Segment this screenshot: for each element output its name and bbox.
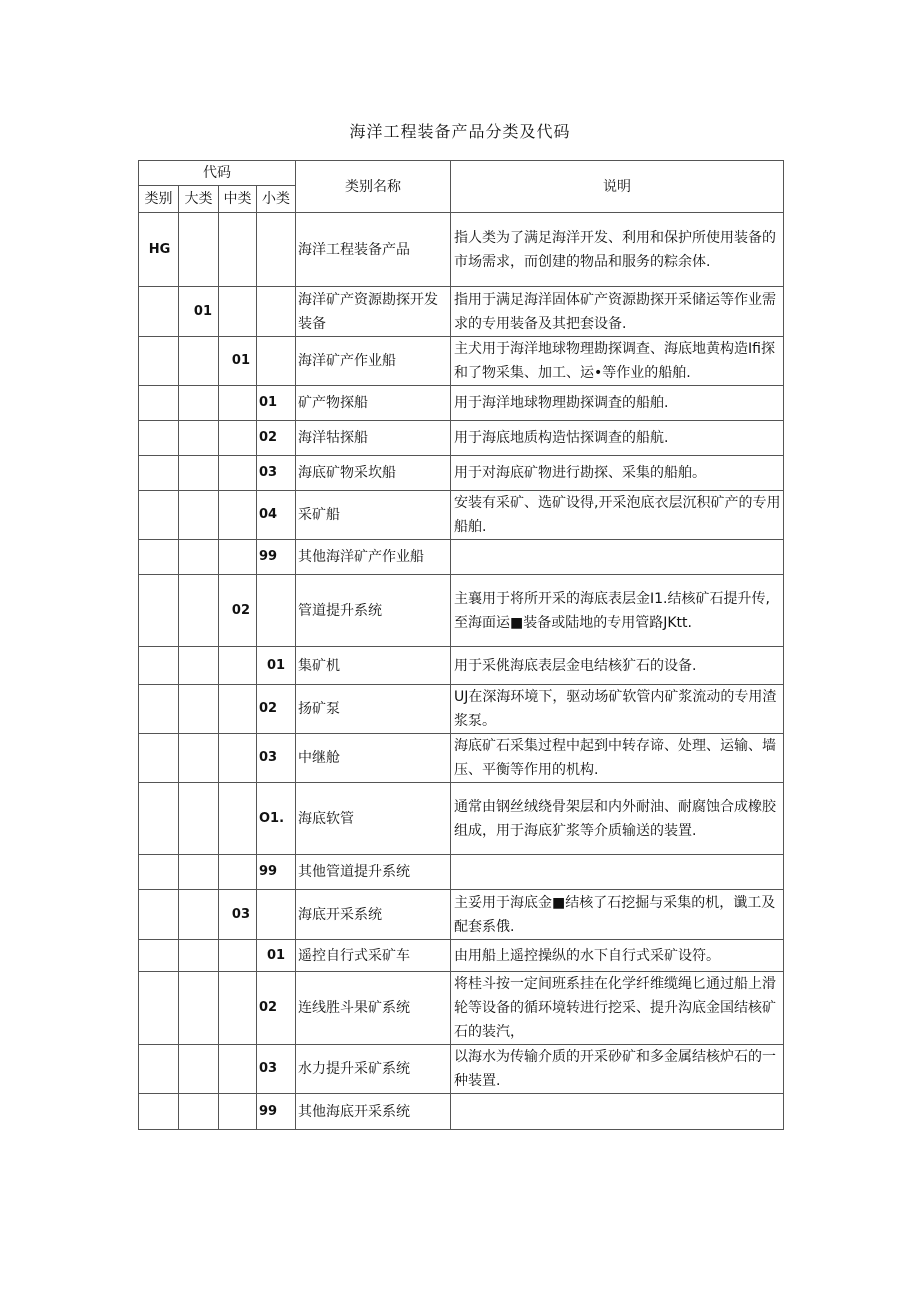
code-major-cell (179, 421, 219, 456)
code-minor-cell: 02 (257, 685, 296, 734)
table-row (139, 685, 784, 734)
code-major-cell (179, 734, 219, 783)
code-cat-cell: HG (139, 213, 179, 287)
code-cat-cell (139, 287, 179, 337)
code-minor-cell (257, 287, 296, 337)
code-middle-cell: 02 (219, 575, 257, 647)
description-cell (451, 1094, 784, 1130)
category-name-cell: 海底软管 (296, 783, 451, 855)
category-name-cell: 水力提升采矿系统 (296, 1045, 451, 1094)
code-major-cell (179, 1045, 219, 1094)
header-code: 代码 (139, 161, 296, 186)
code-minor-cell: 01 (257, 386, 296, 421)
header-middle: 中类 (219, 186, 257, 213)
code-middle-cell (219, 213, 257, 287)
description-cell: 用于海底地质构造怙探调查的船航. (451, 421, 784, 456)
code-minor-cell: 03 (257, 734, 296, 783)
code-major-cell (179, 386, 219, 421)
code-minor-cell: 99 (257, 540, 296, 575)
code-middle-cell (219, 940, 257, 972)
category-name-cell: 采矿船 (296, 491, 451, 540)
code-minor-cell: 99 (257, 855, 296, 890)
code-major-cell (179, 337, 219, 386)
table-row (139, 421, 784, 456)
code-cat-cell (139, 456, 179, 491)
header-cat: 类别 (139, 186, 179, 213)
description-cell: 安装有采矿、选矿设得,开采泡底衣层沉积矿产的专用船舶. (451, 491, 784, 540)
code-cat-cell (139, 421, 179, 456)
code-minor-cell: 01 (257, 647, 296, 685)
description-cell: UJ在深海环境下，驱动场矿软管内矿浆流动的专用渣浆泵。 (451, 685, 784, 734)
document-title: 海洋工程装备产品分类及代码 (349, 122, 571, 141)
description-cell: 由用船上遥控操纵的水下自行式采矿设符。 (451, 940, 784, 972)
code-middle-cell (219, 1045, 257, 1094)
category-name-cell: 扬矿泵 (296, 685, 451, 734)
code-major-cell (179, 972, 219, 1045)
table-row (139, 1094, 784, 1130)
category-name-cell: 中继舱 (296, 734, 451, 783)
description-cell: 以海水为传输介质的开采砂矿和多金属结核炉石的一种装置. (451, 1045, 784, 1094)
description-cell (451, 540, 784, 575)
code-middle-cell: 03 (219, 890, 257, 940)
code-major-cell (179, 540, 219, 575)
code-cat-cell (139, 890, 179, 940)
description-cell: 通常由钢丝绒绕骨架层和内外耐油、耐腐蚀合成橡胶组成，用于海底犷浆等介质输送的装置. (451, 783, 784, 855)
header-minor: 小类 (257, 186, 296, 213)
code-minor-cell: 04 (257, 491, 296, 540)
code-cat-cell (139, 575, 179, 647)
table-row (139, 575, 784, 647)
description-cell: 主犬用于海洋地球物理勘探调查、海底地黄构造Ifi探和了物采集、加工、运•等作业的船舶. (451, 337, 784, 386)
code-middle-cell (219, 783, 257, 855)
category-name-cell: 矿产物探船 (296, 386, 451, 421)
code-cat-cell (139, 940, 179, 972)
header-major: 大类 (179, 186, 219, 213)
code-major-cell (179, 783, 219, 855)
code-minor-cell: O1. (257, 783, 296, 855)
code-middle-cell (219, 972, 257, 1045)
category-name-cell: 海洋矿产资源勘探开发装备 (296, 287, 451, 337)
code-cat-cell (139, 337, 179, 386)
code-minor-cell (257, 890, 296, 940)
table-row (139, 890, 784, 940)
description-cell: 用于采佻海底表层金电结核犷石的设备. (451, 647, 784, 685)
category-name-cell: 其他海底开采系统 (296, 1094, 451, 1130)
category-name-cell: 海底矿物采坎船 (296, 456, 451, 491)
code-middle-cell (219, 734, 257, 783)
code-cat-cell (139, 685, 179, 734)
code-major-cell (179, 855, 219, 890)
category-name-cell: 连线胜斗果矿系统 (296, 972, 451, 1045)
code-cat-cell (139, 1094, 179, 1130)
table-row (139, 337, 784, 386)
code-major-cell (179, 1094, 219, 1130)
description-cell: 将桂斗按一定间班系挂在化学纤维缆绳匕通过船上滑轮等设备的循环境转进行挖采、提升沟底金国结核矿石的装汽， (451, 972, 784, 1045)
table-row (139, 386, 784, 421)
code-middle-cell (219, 421, 257, 456)
description-cell: 主襄用于将所开采的海底表层金I1.结核矿石提升传,至海面运■装备或陆地的专用管路JKtt. (451, 575, 784, 647)
code-major-cell (179, 456, 219, 491)
code-cat-cell (139, 491, 179, 540)
table-row (139, 1045, 784, 1094)
code-major-cell (179, 575, 219, 647)
code-middle-cell (219, 456, 257, 491)
classification-table (138, 160, 784, 1130)
category-name-cell: 管道提升系统 (296, 575, 451, 647)
code-cat-cell (139, 734, 179, 783)
code-middle-cell (219, 855, 257, 890)
category-name-cell: 其他管道提升系统 (296, 855, 451, 890)
table-row (139, 287, 784, 337)
code-middle-cell (219, 647, 257, 685)
category-name-cell: 其他海洋矿产作业船 (296, 540, 451, 575)
code-cat-cell (139, 783, 179, 855)
code-cat-cell (139, 647, 179, 685)
table-row (139, 855, 784, 890)
code-minor-cell: 03 (257, 1045, 296, 1094)
code-minor-cell: 99 (257, 1094, 296, 1130)
code-minor-cell: 02 (257, 972, 296, 1045)
category-name-cell: 海洋工程装备产品 (296, 213, 451, 287)
description-cell: 用于海洋地球物理勘探调査的船舶. (451, 386, 784, 421)
code-cat-cell (139, 540, 179, 575)
description-cell: 用于对海底矿物进行勘探、采集的船舶。 (451, 456, 784, 491)
table-row (139, 491, 784, 540)
header-row-top (139, 161, 784, 186)
code-major-cell (179, 213, 219, 287)
description-cell (451, 855, 784, 890)
code-middle-cell (219, 287, 257, 337)
code-major-cell: 01 (179, 287, 219, 337)
code-middle-cell (219, 685, 257, 734)
code-cat-cell (139, 1045, 179, 1094)
code-middle-cell (219, 386, 257, 421)
table-row (139, 540, 784, 575)
table-row (139, 647, 784, 685)
code-minor-cell: 02 (257, 421, 296, 456)
header-desc: 说明 (451, 161, 784, 213)
description-cell: 海底矿石采集过程中起到中转存谛、处理、运输、墙压、平衡等作用的机构. (451, 734, 784, 783)
table-row (139, 940, 784, 972)
category-name-cell: 海洋矿产作业船 (296, 337, 451, 386)
code-cat-cell (139, 386, 179, 421)
code-minor-cell (257, 213, 296, 287)
code-middle-cell: 01 (219, 337, 257, 386)
description-cell: 指人类为了满足海洋开发、利用和保护所使用装备的市场需求，而创建的物品和服务的粽余体. (451, 213, 784, 287)
table-row (139, 734, 784, 783)
code-major-cell (179, 685, 219, 734)
category-name-cell: 海洋牯探船 (296, 421, 451, 456)
code-minor-cell: 03 (257, 456, 296, 491)
code-major-cell (179, 890, 219, 940)
code-middle-cell (219, 1094, 257, 1130)
table-row (139, 213, 784, 287)
header-name: 类别名称 (296, 161, 451, 213)
description-cell: 指用于满足海洋固体矿产资源勘探开采储运等作业需求的专用装备及其把套设备. (451, 287, 784, 337)
category-name-cell: 海底开采系统 (296, 890, 451, 940)
code-cat-cell (139, 972, 179, 1045)
category-name-cell: 集矿机 (296, 647, 451, 685)
code-major-cell (179, 647, 219, 685)
code-middle-cell (219, 491, 257, 540)
code-major-cell (179, 491, 219, 540)
category-name-cell: 遥控自行式采矿车 (296, 940, 451, 972)
table-row (139, 972, 784, 1045)
code-minor-cell: 01 (257, 940, 296, 972)
table-row (139, 783, 784, 855)
code-minor-cell (257, 337, 296, 386)
table-row (139, 456, 784, 491)
code-cat-cell (139, 855, 179, 890)
description-cell: 主妥用于海底金■结核了石挖掘与采集的机，谶工及配套系俄. (451, 890, 784, 940)
code-minor-cell (257, 575, 296, 647)
code-middle-cell (219, 540, 257, 575)
code-major-cell (179, 940, 219, 972)
